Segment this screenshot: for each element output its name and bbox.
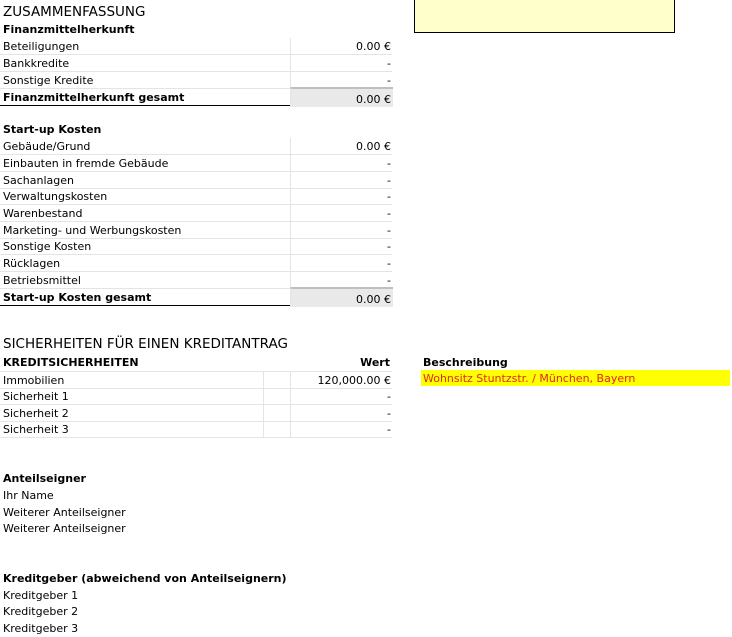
startup-header: Start-up Kosten <box>3 123 102 136</box>
row-label: Sicherheit 3 <box>3 423 69 436</box>
table-row[interactable] <box>0 371 392 389</box>
row-label: Sonstige Kredite <box>3 74 94 87</box>
total-value[interactable]: 0.00 € <box>356 293 391 306</box>
description-col-header: Beschreibung <box>423 356 508 369</box>
startup-total-row[interactable] <box>0 289 392 306</box>
row-value[interactable]: - <box>387 190 391 203</box>
total-label: Start-up Kosten gesamt <box>3 291 152 304</box>
table-row[interactable] <box>0 222 392 239</box>
row-label: Bankkredite <box>3 57 70 70</box>
row-label: Sicherheit 2 <box>3 407 69 420</box>
list-item[interactable]: Kreditgeber 3 <box>3 622 79 635</box>
table-row[interactable] <box>0 188 392 205</box>
list-item[interactable]: Kreditgeber 2 <box>3 605 79 618</box>
row-value[interactable]: - <box>387 240 391 253</box>
table-row[interactable] <box>0 138 392 155</box>
row-value[interactable]: - <box>387 407 391 420</box>
empty-cell[interactable] <box>263 421 291 437</box>
collateral-description-cell[interactable] <box>421 370 730 386</box>
row-value[interactable]: - <box>387 274 391 287</box>
table-row[interactable] <box>0 405 392 422</box>
funding-total-row[interactable] <box>0 89 392 106</box>
row-label: Immobilien <box>3 374 65 387</box>
row-value[interactable]: - <box>387 174 391 187</box>
row-label: Sicherheit 1 <box>3 390 69 403</box>
table-row[interactable] <box>0 172 392 189</box>
table-row[interactable] <box>0 238 392 255</box>
collateral-description: Wohnsitz Stuntzstr. / München, Bayern <box>423 372 636 385</box>
row-label: Rücklagen <box>3 257 61 270</box>
row-value[interactable]: - <box>387 257 391 270</box>
row-label: Warenbestand <box>3 207 83 220</box>
table-row[interactable] <box>0 155 392 172</box>
row-label: Einbauten in fremde Gebäude <box>3 157 169 170</box>
list-item[interactable]: Weiterer Anteilseigner <box>3 506 126 519</box>
row-value[interactable]: - <box>387 157 391 170</box>
lenders-header: Kreditgeber (abweichend von Anteilseignern) <box>3 572 287 585</box>
row-value[interactable]: 0.00 € <box>356 140 391 153</box>
row-value[interactable]: - <box>387 74 391 87</box>
row-label: Verwaltungskosten <box>3 190 108 203</box>
row-label: Marketing- und Werbungskosten <box>3 224 182 237</box>
note-box[interactable] <box>414 0 675 33</box>
table-row[interactable] <box>0 205 392 222</box>
empty-cell[interactable] <box>263 405 291 421</box>
table-row[interactable] <box>0 255 392 272</box>
row-value[interactable]: - <box>387 57 391 70</box>
table-row[interactable] <box>0 388 392 405</box>
empty-cell[interactable] <box>263 372 291 388</box>
list-item[interactable]: Kreditgeber 1 <box>3 589 79 602</box>
row-label: Beteiligungen <box>3 40 80 53</box>
row-label: Betriebsmittel <box>3 274 81 287</box>
row-label: Sachanlagen <box>3 174 74 187</box>
total-label: Finanzmittelherkunft gesamt <box>3 91 185 104</box>
row-value[interactable]: 120,000.00 € <box>317 374 391 387</box>
list-item[interactable]: Ihr Name <box>3 489 54 502</box>
list-item[interactable]: Weiterer Anteilseigner <box>3 522 126 535</box>
total-value[interactable]: 0.00 € <box>356 93 391 106</box>
table-row[interactable] <box>0 38 392 55</box>
collateral-col-header: KREDITSICHERHEITEN <box>3 356 139 369</box>
row-value[interactable]: - <box>387 224 391 237</box>
table-row[interactable] <box>0 421 392 438</box>
collateral-title: SICHERHEITEN FÜR EINEN KREDITANTRAG <box>3 336 288 352</box>
row-label: Gebäude/Grund <box>3 140 91 153</box>
summary-title: ZUSAMMENFASSUNG <box>3 4 146 20</box>
funding-header: Finanzmittelherkunft <box>3 23 135 36</box>
row-value[interactable]: 0.00 € <box>356 40 391 53</box>
row-label: Sonstige Kosten <box>3 240 92 253</box>
row-value[interactable]: - <box>387 390 391 403</box>
shareholders-header: Anteilseigner <box>3 472 86 485</box>
row-value[interactable]: - <box>387 207 391 220</box>
empty-cell[interactable] <box>263 388 291 404</box>
table-row[interactable] <box>0 55 392 72</box>
row-value[interactable]: - <box>387 423 391 436</box>
value-col-header: Wert <box>360 356 390 369</box>
